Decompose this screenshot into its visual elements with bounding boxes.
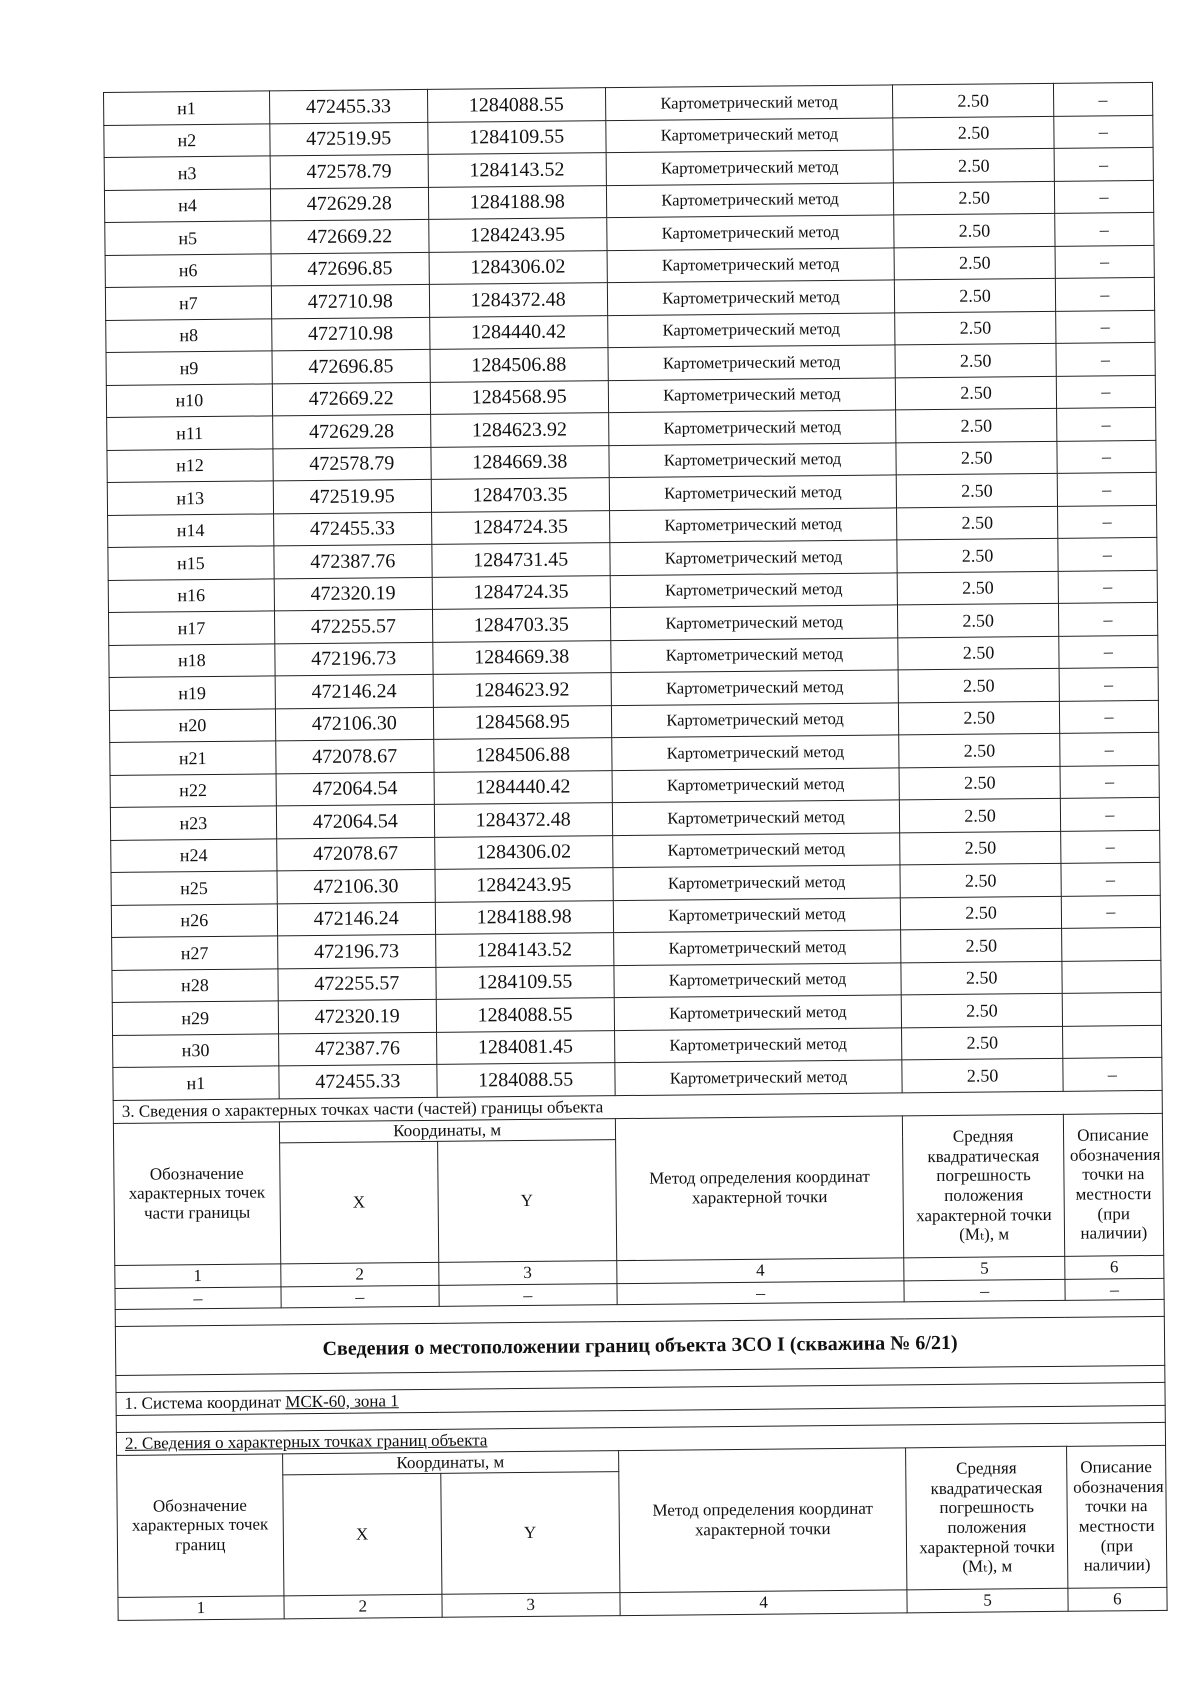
coord-x: 472455.33 — [279, 1064, 437, 1098]
header-y: Y — [441, 1471, 620, 1594]
point-id: н25 — [111, 871, 277, 905]
description: – — [1054, 180, 1154, 213]
empty-cell: – — [115, 1286, 281, 1309]
coord-y: 1284669.38 — [431, 445, 609, 479]
point-id: н3 — [104, 156, 270, 190]
column-number: 3 — [439, 1260, 617, 1285]
header-x: X — [279, 1141, 438, 1264]
coord-y: 1284623.92 — [430, 413, 608, 447]
method: Картометрический метод — [608, 377, 896, 412]
point-id: н18 — [109, 643, 275, 677]
coord-x: 472710.98 — [271, 284, 429, 318]
coord-x: 472146.24 — [277, 902, 435, 936]
description: – — [1054, 212, 1154, 245]
mean-error: 2.50 — [894, 148, 1055, 182]
coord-y: 1284623.92 — [433, 673, 611, 707]
mean-error: 2.50 — [897, 538, 1058, 572]
description: – — [1063, 1057, 1163, 1090]
point-id: н10 — [106, 383, 272, 417]
description: – — [1057, 472, 1157, 505]
method: Картометрический метод — [606, 182, 894, 217]
coord-y: 1284669.38 — [433, 640, 611, 674]
coord-x: 472064.54 — [276, 772, 434, 806]
method: Картометрический метод — [605, 85, 893, 120]
point-id: н11 — [107, 416, 273, 450]
method: Картометрический метод — [613, 962, 901, 997]
point-id: н12 — [107, 448, 273, 482]
coord-y: 1284243.95 — [429, 218, 607, 252]
coord-y: 1284703.35 — [431, 478, 609, 512]
mean-error: 2.50 — [896, 441, 1057, 475]
mean-error: 2.50 — [895, 278, 1056, 312]
point-id: н13 — [107, 481, 273, 515]
mean-error: 2.50 — [893, 83, 1054, 117]
mean-error: 2.50 — [900, 863, 1061, 897]
header-designation: Обозначение характерных точек границ — [117, 1453, 284, 1597]
coord-y: 1284088.55 — [436, 998, 614, 1032]
point-id: н4 — [104, 188, 270, 222]
method: Картометрический метод — [608, 442, 896, 477]
header-description: Описание обозначения точки на местности (при наличии) — [1066, 1445, 1167, 1588]
column-number: 6 — [1068, 1587, 1167, 1611]
coord-y: 1284372.48 — [429, 283, 607, 317]
empty-cell: – — [904, 1279, 1064, 1302]
method: Картометрический метод — [609, 507, 897, 542]
description: – — [1056, 375, 1156, 408]
mean-error: 2.50 — [899, 701, 1060, 735]
coord-y: 1284243.95 — [435, 868, 613, 902]
point-id: н21 — [110, 741, 276, 775]
description: – — [1053, 82, 1153, 115]
section3-caption: 3. Сведения о характерных точках части (частей) границы объекта — [113, 1090, 1162, 1123]
point-id: н7 — [105, 286, 271, 320]
method: Картометрический метод — [613, 865, 901, 900]
coord-x: 472669.22 — [270, 219, 428, 253]
empty-cell: – — [1065, 1278, 1164, 1300]
coord-y: 1284440.42 — [434, 770, 612, 804]
column-number: 1 — [118, 1595, 284, 1620]
coord-x: 472455.33 — [273, 512, 431, 546]
mean-error: 2.50 — [900, 831, 1061, 865]
mean-error: 2.50 — [898, 603, 1059, 637]
header-method: Метод определения координат характерной точки — [615, 1115, 904, 1260]
point-id: н23 — [110, 806, 276, 840]
mean-error: 2.50 — [894, 246, 1055, 280]
method: Картометрический метод — [612, 767, 900, 802]
method: Картометрический метод — [607, 280, 895, 315]
mean-error: 2.50 — [897, 506, 1058, 540]
mean-error: 2.50 — [896, 408, 1057, 442]
method: Картометрический метод — [611, 735, 899, 770]
document-sheet — [103, 82, 1168, 1621]
description: – — [1059, 700, 1159, 733]
section2-caption-text: 2. Сведения о характерных точках границ объекта — [124, 1430, 488, 1453]
coord-y: 1284703.35 — [432, 608, 610, 642]
coord-x: 472078.67 — [275, 739, 433, 773]
mean-error: 2.50 — [894, 213, 1055, 247]
coord-y: 1284568.95 — [433, 705, 611, 739]
description: – — [1058, 635, 1158, 668]
mean-error: 2.50 — [895, 343, 1056, 377]
coord-x: 472669.22 — [272, 382, 430, 416]
point-id: н16 — [108, 578, 274, 612]
header-designation: Обозначение характерных точек части границы — [113, 1121, 280, 1265]
mean-error: 2.50 — [896, 376, 1057, 410]
mean-error: 2.50 — [901, 961, 1062, 995]
coord-y: 1284306.02 — [429, 250, 607, 284]
method: Картометрический метод — [612, 800, 900, 835]
point-id: н8 — [106, 318, 272, 352]
mean-error: 2.50 — [898, 636, 1059, 670]
coord-y: 1284724.35 — [431, 510, 609, 544]
empty-cell: – — [439, 1283, 617, 1306]
header-y: Y — [437, 1139, 616, 1262]
coord-x: 472255.57 — [274, 609, 432, 643]
coord-x: 472146.24 — [275, 674, 433, 708]
coord-x: 472106.30 — [277, 869, 435, 903]
empty-cell: – — [281, 1285, 439, 1308]
coord-x: 472710.98 — [271, 317, 429, 351]
mean-error: 2.50 — [899, 668, 1060, 702]
header-description: Описание обозначения точки на местности (при наличии) — [1063, 1113, 1164, 1256]
method: Картометрический метод — [613, 930, 901, 965]
method: Картометрический метод — [610, 605, 898, 640]
column-number: 5 — [904, 1256, 1064, 1281]
description: – — [1059, 732, 1159, 765]
point-id: н15 — [108, 546, 274, 580]
column-number: 5 — [907, 1588, 1067, 1613]
coord-x: 472578.79 — [270, 154, 428, 188]
mean-error: 2.50 — [902, 993, 1063, 1027]
point-id: н17 — [108, 611, 274, 645]
point-id: н1 — [104, 91, 270, 125]
method: Картометрический метод — [614, 1060, 902, 1095]
coord-y: 1284372.48 — [434, 803, 612, 837]
mean-error: 2.50 — [902, 1058, 1063, 1092]
coord-y: 1284143.52 — [435, 933, 613, 967]
point-id: н29 — [112, 1001, 278, 1035]
description: – — [1058, 570, 1158, 603]
method: Картометрический метод — [610, 637, 898, 672]
coord-y: 1284568.95 — [430, 380, 608, 414]
coord-x: 472387.76 — [274, 544, 432, 578]
description: – — [1056, 407, 1156, 440]
description: – — [1055, 245, 1155, 278]
description: – — [1055, 277, 1155, 310]
description: – — [1060, 765, 1160, 798]
description — [1062, 960, 1162, 993]
header-error: Средняя квадратическая погрешность положения характерной точки (Mₜ), м — [903, 1114, 1065, 1258]
description: – — [1057, 440, 1157, 473]
description: – — [1061, 862, 1161, 895]
header-error: Средняя квадратическая погрешность положения характерной точки (Mₜ), м — [906, 1446, 1068, 1590]
mean-error: 2.50 — [901, 896, 1062, 930]
method: Картометрический метод — [610, 572, 898, 607]
coord-x: 472578.79 — [273, 447, 431, 481]
mean-error: 2.50 — [902, 1026, 1063, 1060]
point-id: н20 — [109, 708, 275, 742]
description: – — [1060, 797, 1160, 830]
mean-error: 2.50 — [894, 181, 1055, 215]
method: Картометрический метод — [606, 215, 894, 250]
coord-x: 472519.95 — [270, 122, 428, 156]
point-id: н2 — [104, 123, 270, 157]
coord-x: 472629.28 — [272, 414, 430, 448]
coord-y: 1284109.55 — [436, 965, 614, 999]
description: – — [1055, 310, 1155, 343]
header-method: Метод определения координат характерной точки — [618, 1447, 907, 1592]
method: Картометрический метод — [613, 897, 901, 932]
description — [1062, 1025, 1162, 1058]
column-number: 2 — [280, 1262, 438, 1287]
section3 — [113, 1090, 1167, 1620]
boundary-table — [103, 82, 1168, 1621]
zso-title: Сведения о местоположении границ объекта ЗСО I (скважина № 6/21) — [115, 1316, 1164, 1375]
method: Картометрический метод — [614, 995, 902, 1030]
point-id: н19 — [109, 676, 275, 710]
point-id: н24 — [111, 838, 277, 872]
coord-y: 1284088.55 — [427, 88, 605, 122]
header-coordinates: Координаты, м — [282, 1450, 618, 1474]
point-id: н5 — [105, 221, 271, 255]
description: – — [1057, 505, 1157, 538]
coord-x: 472387.76 — [278, 1032, 436, 1066]
coord-system-value: МСК-60, зона 1 — [285, 1391, 399, 1412]
point-id: н9 — [106, 351, 272, 385]
coord-y: 1284081.45 — [436, 1030, 614, 1064]
mean-error: 2.50 — [899, 733, 1060, 767]
method: Картометрический метод — [609, 475, 897, 510]
coord-x: 472320.19 — [274, 577, 432, 611]
coord-x: 472078.67 — [276, 837, 434, 871]
mean-error: 2.50 — [900, 798, 1061, 832]
coord-x: 472196.73 — [277, 934, 435, 968]
coord-x: 472064.54 — [276, 804, 434, 838]
mean-error: 2.50 — [897, 473, 1058, 507]
coord-y: 1284440.42 — [430, 315, 608, 349]
empty-cell: – — [617, 1280, 905, 1304]
column-number: 3 — [442, 1592, 620, 1617]
method: Картометрический метод — [611, 670, 899, 705]
point-id: н14 — [108, 513, 274, 547]
mean-error: 2.50 — [893, 116, 1054, 150]
coord-x: 472455.33 — [269, 89, 427, 123]
description — [1061, 927, 1161, 960]
method: Картометрический метод — [607, 247, 895, 282]
coord-y: 1284506.88 — [434, 738, 612, 772]
coord-y: 1284724.35 — [432, 575, 610, 609]
mean-error: 2.50 — [898, 571, 1059, 605]
coord-x: 472196.73 — [275, 642, 433, 676]
coord-system-label: 1. Система координат — [124, 1392, 286, 1413]
method: Картометрический метод — [611, 702, 899, 737]
point-id: н27 — [112, 936, 278, 970]
coord-x: 472629.28 — [270, 187, 428, 221]
column-number: 4 — [616, 1257, 904, 1283]
header-x: X — [283, 1473, 442, 1596]
points-table-body — [104, 82, 1163, 1100]
coord-x: 472106.30 — [275, 707, 433, 741]
point-id: н22 — [110, 773, 276, 807]
method: Картометрический метод — [607, 312, 895, 347]
description: – — [1058, 537, 1158, 570]
point-id: н28 — [112, 968, 278, 1002]
method: Картометрический метод — [614, 1027, 902, 1062]
coord-y: 1284109.55 — [428, 120, 606, 154]
point-id: н1 — [113, 1066, 279, 1100]
column-number: 6 — [1064, 1255, 1163, 1279]
description: – — [1059, 667, 1159, 700]
coord-y: 1284188.98 — [428, 185, 606, 219]
coord-y: 1284188.98 — [435, 900, 613, 934]
column-number: 2 — [284, 1594, 442, 1619]
point-id: н6 — [105, 253, 271, 287]
coord-x: 472519.95 — [273, 479, 431, 513]
method: Картометрический метод — [608, 345, 896, 380]
coord-y: 1284731.45 — [432, 543, 610, 577]
description: – — [1060, 830, 1160, 863]
method: Картометрический метод — [608, 410, 896, 445]
coord-y: 1284143.52 — [428, 153, 606, 187]
coord-x: 472696.85 — [272, 349, 430, 383]
point-id: н26 — [111, 903, 277, 937]
method: Картометрический метод — [606, 150, 894, 185]
coord-x: 472320.19 — [278, 999, 436, 1033]
method: Картометрический метод — [609, 540, 897, 575]
description: – — [1054, 147, 1154, 180]
column-number: 1 — [115, 1263, 281, 1288]
coord-y: 1284088.55 — [437, 1063, 615, 1097]
mean-error: 2.50 — [895, 311, 1056, 345]
description: – — [1058, 602, 1158, 635]
point-id: н30 — [113, 1033, 279, 1067]
coord-x: 472696.85 — [271, 252, 429, 286]
mean-error: 2.50 — [899, 766, 1060, 800]
coord-y: 1284306.02 — [435, 835, 613, 869]
description: – — [1054, 115, 1154, 148]
method: Картометрический метод — [612, 832, 900, 867]
description — [1062, 992, 1162, 1025]
description: – — [1056, 342, 1156, 375]
coord-x: 472255.57 — [278, 967, 436, 1001]
header-coordinates: Координаты, м — [279, 1118, 615, 1142]
column-number: 4 — [620, 1589, 908, 1615]
method: Картометрический метод — [605, 117, 893, 152]
mean-error: 2.50 — [901, 928, 1062, 962]
description: – — [1061, 895, 1161, 928]
coord-y: 1284506.88 — [430, 348, 608, 382]
